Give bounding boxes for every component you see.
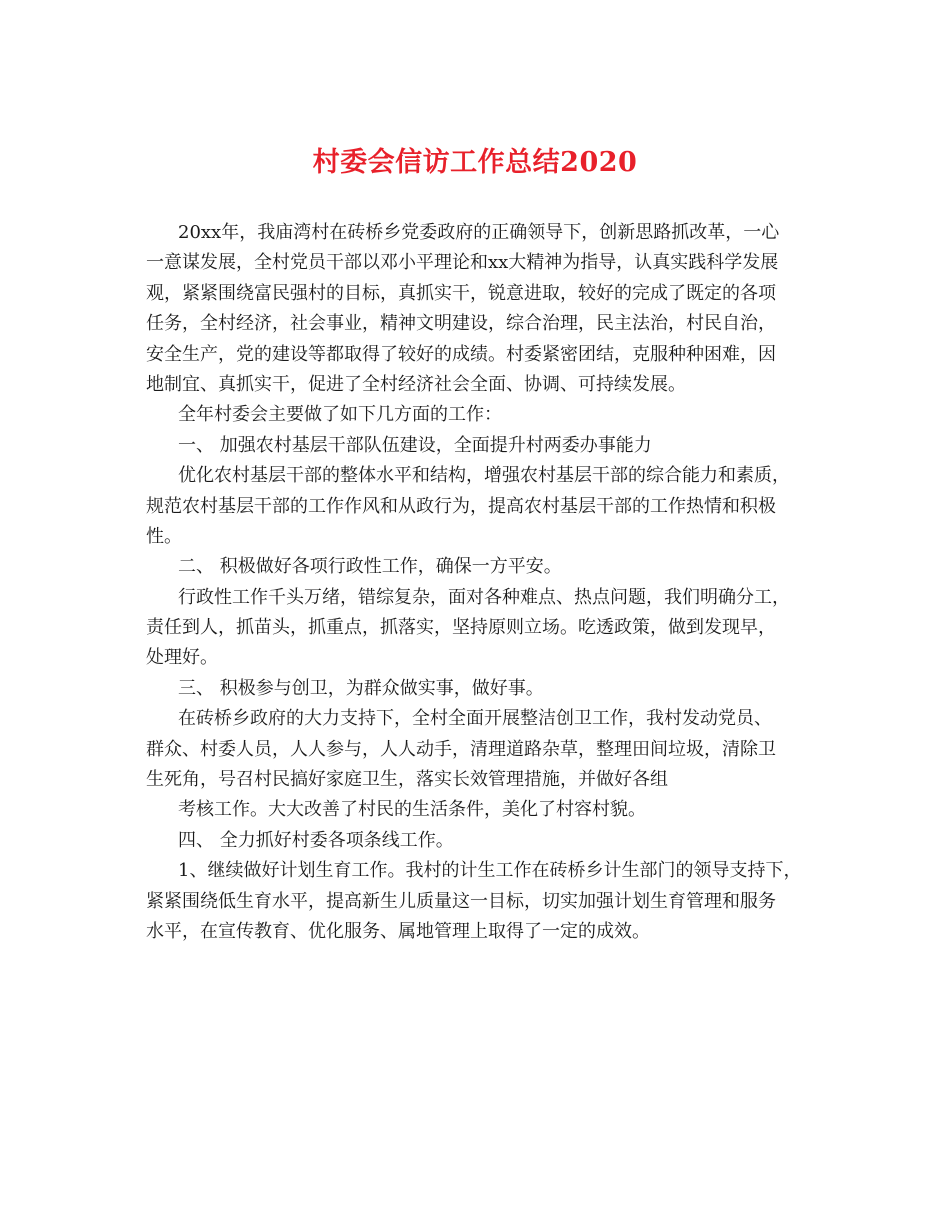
text-line: 全年村委会主要做了如下几方面的工作：: [178, 404, 502, 426]
text-line: 生死角，号召村民搞好家庭卫生，落实长效管理措施，并做好各组: [146, 769, 668, 791]
text-line: 行政性工作千头万绪，错综复杂，面对各种难点、热点问题，我们明确分工，: [178, 586, 790, 608]
section-heading: 三、 积极参与创卫，为群众做实事，做好事。: [178, 677, 544, 699]
text-line: 考核工作。大大改善了村民的生活条件，美化了村容村貌。: [178, 799, 646, 821]
text-line: 紧紧围绕低生育水平，提高新生儿质量这一目标，切实加强计划生育管理和服务: [146, 890, 776, 912]
text-line: 规范农村基层干部的工作作风和从政行为，提高农村基层干部的工作热情和积极: [146, 495, 776, 517]
text-line: 1、继续做好计划生育工作。我村的计生工作在砖桥乡计生部门的领导支持下，: [178, 860, 802, 882]
document-body: [142, 218, 810, 947]
text-line: 在砖桥乡政府的大力支持下，全村全面开展整洁创卫工作，我村发动党员、: [178, 708, 772, 730]
text-line: 20xx年，我庙湾村在砖桥乡党委政府的正确领导下，创新思路抓改革，一心: [178, 222, 780, 243]
text-line: 地制宜、真抓实干，促进了全村经济社会全面、协调、可持续发展。: [146, 373, 686, 395]
section-heading: 二、 积极做好各项行政性工作，确保一方平安。: [178, 556, 562, 578]
text-line: 一意谋发展，全村党员干部以邓小平理论和xx大精神为指导，认真实践科学发展: [146, 252, 779, 274]
document-title: 村委会信访工作总结2020: [312, 147, 638, 178]
section-heading: 四、 全力抓好村委各项条线工作。: [178, 829, 454, 851]
text-line: 水平，在宣传教育、优化服务、属地管理上取得了一定的成效。: [146, 920, 650, 942]
text-line: 观，紧紧围绕富民强村的目标，真抓实干，锐意进取，较好的完成了既定的各项: [146, 282, 776, 304]
text-line: 任务，全村经济，社会事业，精神文明建设，综合治理，民主法治，村民自治，: [146, 313, 776, 335]
text-line: 安全生产，党的建设等都取得了较好的成绩。村委紧密团结，克服种种困难，因: [146, 343, 776, 365]
text-line: 优化农村基层干部的整体水平和结构，增强农村基层干部的综合能力和素质，: [178, 465, 790, 487]
text-line: 责任到人，抓苗头，抓重点，抓落实，坚持原则立场。吃透政策，做到发现早，: [146, 617, 776, 639]
text-line: 处理好。: [146, 647, 218, 669]
text-line: 群众、村委人员，人人参与，人人动手，清理道路杂草，整理田间垃圾，清除卫: [146, 738, 776, 760]
text-line: 性。: [146, 525, 182, 547]
section-heading: 一、 加强农村基层干部队伍建设，全面提升村两委办事能力: [178, 434, 652, 456]
